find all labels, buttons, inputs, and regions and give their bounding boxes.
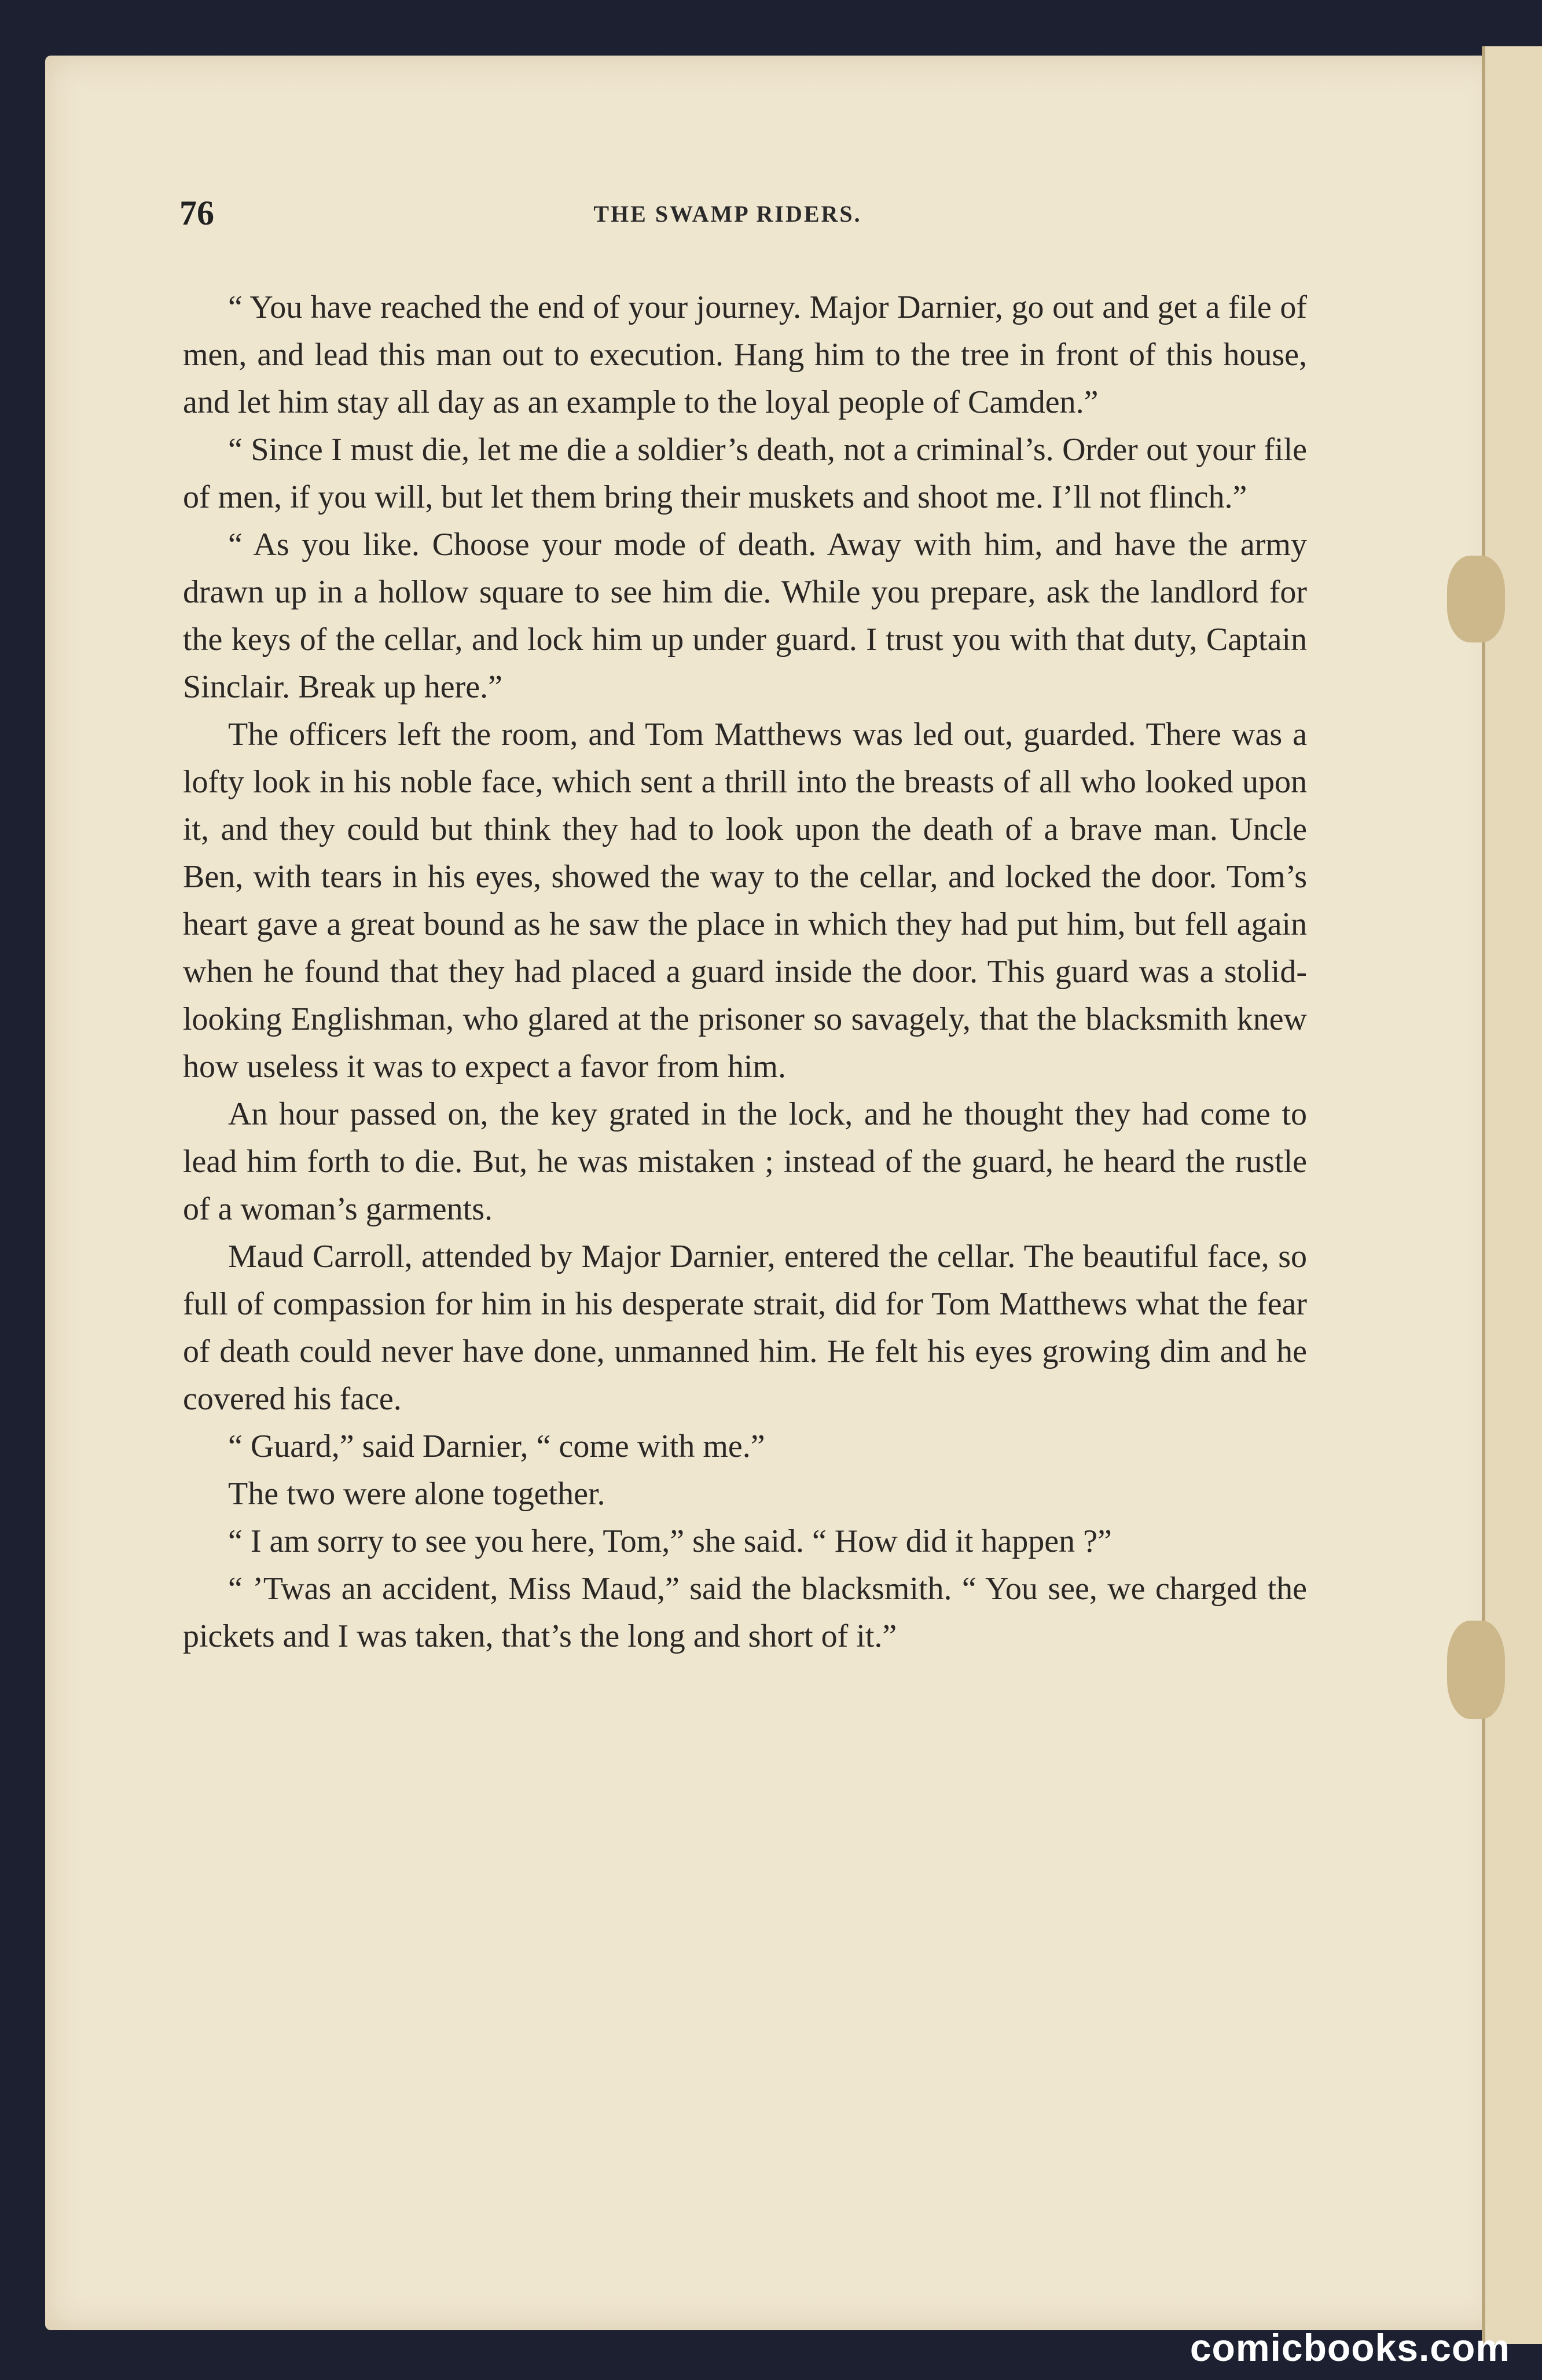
page-number: 76 — [179, 194, 214, 232]
body-text — [183, 284, 1307, 1660]
paragraph: An hour passed on, the key grated in the lock, and he thought they had come to lead him forth to die. But, he was mistaken ; instead of the guard, he heard the rustle of a woman’s garments. — [183, 1096, 1307, 1227]
page-tear — [1447, 556, 1505, 642]
paragraph: The officers left the room, and Tom Matthews was led out, guarded. There was a lofty look in his noble face, which sent a thrill into the breasts of all who looked upon it, and they could but think they had to look upon the death of a brave man. Uncle Ben, with tears in his eyes, showed the way to the cellar, and locked the door. Tom’s heart gave a great bound as he saw the place in which they had put him, but fell again when he found that they had placed a guard inside the door. This guard was a stolid-looking Englishman, who glared at the prisoner so savagely, that the blacksmith knew how useless it was to expect a favor from him. — [183, 717, 1307, 1085]
paragraph: “ As you like. Choose your mode of death. Away with him, and have the army drawn up in a hollow square to see him die. While you prepare, ask the landlord for the keys of the cellar, and lock him up under guard. I trust you with that duty, Captain Sinclair. Break up here.” — [183, 527, 1307, 705]
page-header — [134, 193, 1321, 240]
paragraph: The two were alone together. — [228, 1476, 605, 1512]
running-head: THE SWAMP RIDERS. — [593, 201, 862, 227]
paragraph: “ Guard,” said Darnier, “ come with me.” — [228, 1428, 765, 1464]
paragraph: “ You have reached the end of your journey. Major Darnier, go out and get a file of men, and lead this man out to execution. Hang him to the tree in front of this house, and let him stay all day as an example to the loyal people of Camden.” — [183, 289, 1307, 420]
paragraph: Maud Carroll, attended by Major Darnier, entered the cellar. The beautiful face, so full of compassion for him in his desperate strait, did for Tom Matthews what the fear of death could never have done, unmanned him. He felt his eyes growing dim and he covered his face. — [183, 1239, 1307, 1417]
page-tear — [1447, 1621, 1505, 1719]
paragraph: “ ’Twas an accident, Miss Maud,” said the blacksmith. “ You see, we charged the pickets and I was taken, that’s the long and short of it.” — [183, 1571, 1307, 1654]
paragraph: “ I am sorry to see you here, Tom,” she said. “ How did it happen ?” — [228, 1523, 1112, 1559]
watermark: comicbooks.com — [1189, 2326, 1510, 2369]
paragraph: “ Since I must die, let me die a soldier’s death, not a criminal’s. Order out your file of men, if you will, but let them bring their muskets and shoot me. I’ll not flinch.” — [183, 432, 1307, 515]
facing-page-edge — [1482, 46, 1542, 2344]
